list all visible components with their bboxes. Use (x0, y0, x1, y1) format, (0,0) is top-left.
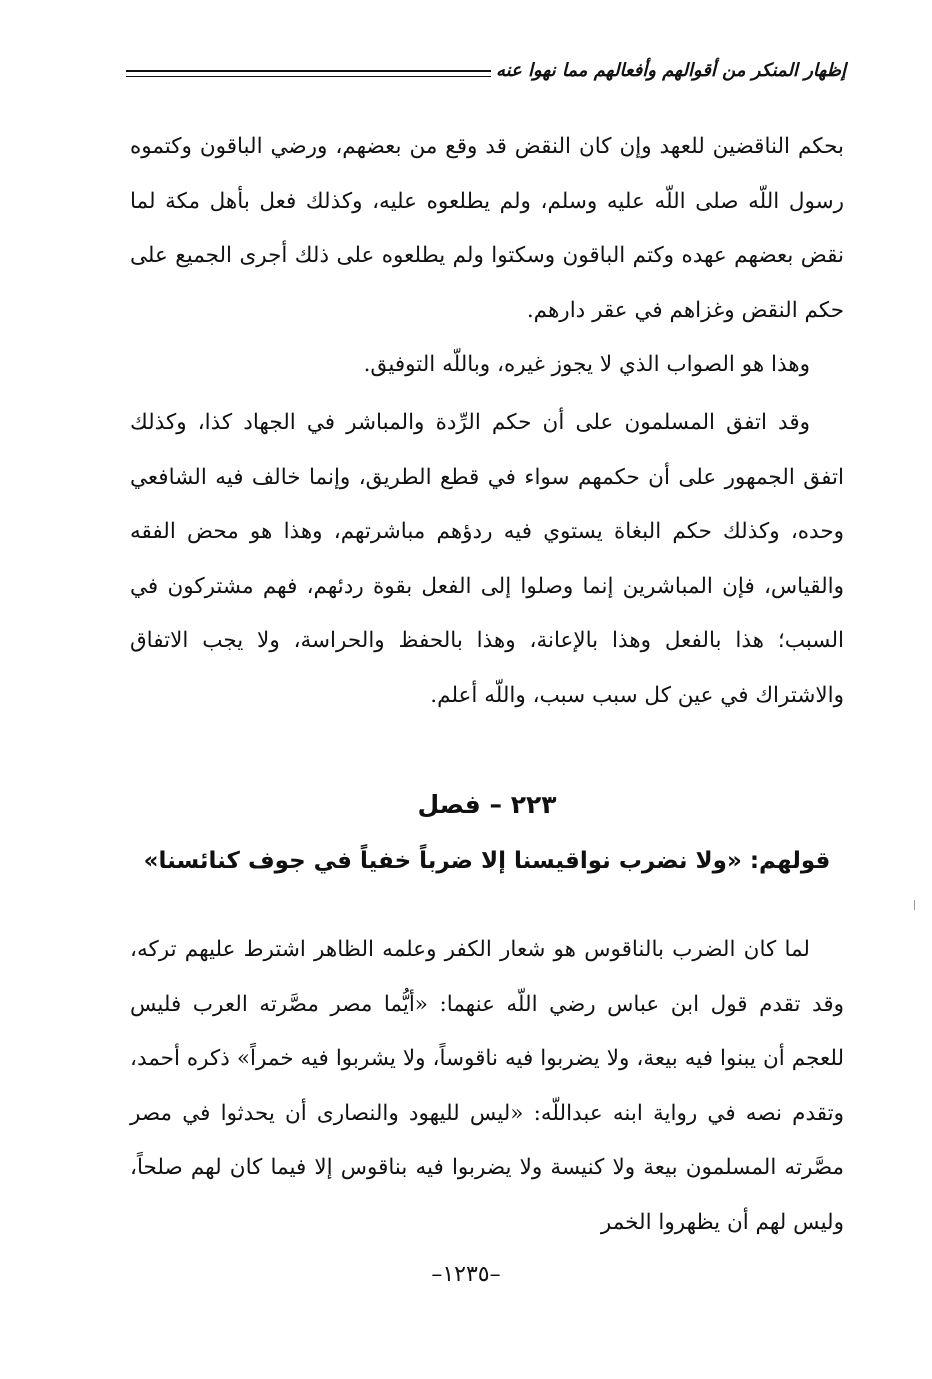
section-title-heading: قولهم: «ولا نضرب نواقيسنا إلا ضرباً خفياً في جوف كنائسنا» (143, 848, 831, 874)
running-title: إظهار المنكر من أقوالهم وأفعالهم مما نهوا عنه (495, 60, 846, 81)
running-header (126, 58, 846, 84)
page-number: –١٢٣٥– (431, 1262, 501, 1287)
paragraph-3: وقد اتفق المسلمون على أن حكم الرِّدة والمباشر في الجهاد كذا، وكذلك اتفق الجمهور على أن حكمهم سواء في قطع الطريق، وإنما خالف فيه الشافعي وحده، وكذلك حكم البغاة يستوي فيه ردؤهم مباشرتهم، وهذا هو محض الفقه والقياس، فإن المباشرين إنما وصلوا إلى الفعل بقوة ردئهم، فهم مشتركون في السبب؛ هذا بالفعل وهذا بالإعانة، وهذا بالحفظ والحراسة، ولا يجب الاتفاق والاشتراك في عين كل سبب سبب، واللّه أعلم. (130, 410, 844, 708)
margin-mark (914, 900, 915, 910)
header-rule (126, 70, 491, 77)
paragraph-4: لما كان الضرب بالناقوس هو شعار الكفر وعلمه الظاهر اشترط عليهم تركه، وقد تقدم قول ابن عباس رضي اللّه عنهما: «أيُّما مصر مصَّرته العرب فليس للعجم أن يبنوا فيه بيعة، ولا يضربوا فيه ناقوساً، ولا يشربوا فيه خمراً» ذكره أحمد، وتقدم نصه في رواية ابنه عبداللّه: «ليس لليهود والنصارى أن يحدثوا في مصر مصَّرته المسلمون بيعة ولا كنيسة ولا يضربوا فيه بناقوس إلا فيما كان لهم صلحاً، وليس لهم أن يظهروا الخمر (130, 937, 844, 1235)
section-number-heading: ٢٢٣ – فصل (417, 790, 557, 819)
paragraph-2: وهذا هو الصواب الذي لا يجوز غيره، وباللّه التوفيق. (363, 352, 810, 377)
paragraph-1: بحكم الناقضين للعهد وإن كان النقض قد وقع من بعضهم، ورضي الباقون وكتموه رسول اللّه صلى اللّه عليه وسلم، ولم يطلعوه عليه، وكذلك فعل بأهل مكة لما نقض بعضهم عهده وكتم الباقون وسكتوا ولم يطلعوه على ذلك أجرى الجميع على حكم النقض وغزاهم في عقر دارهم. (130, 134, 844, 323)
